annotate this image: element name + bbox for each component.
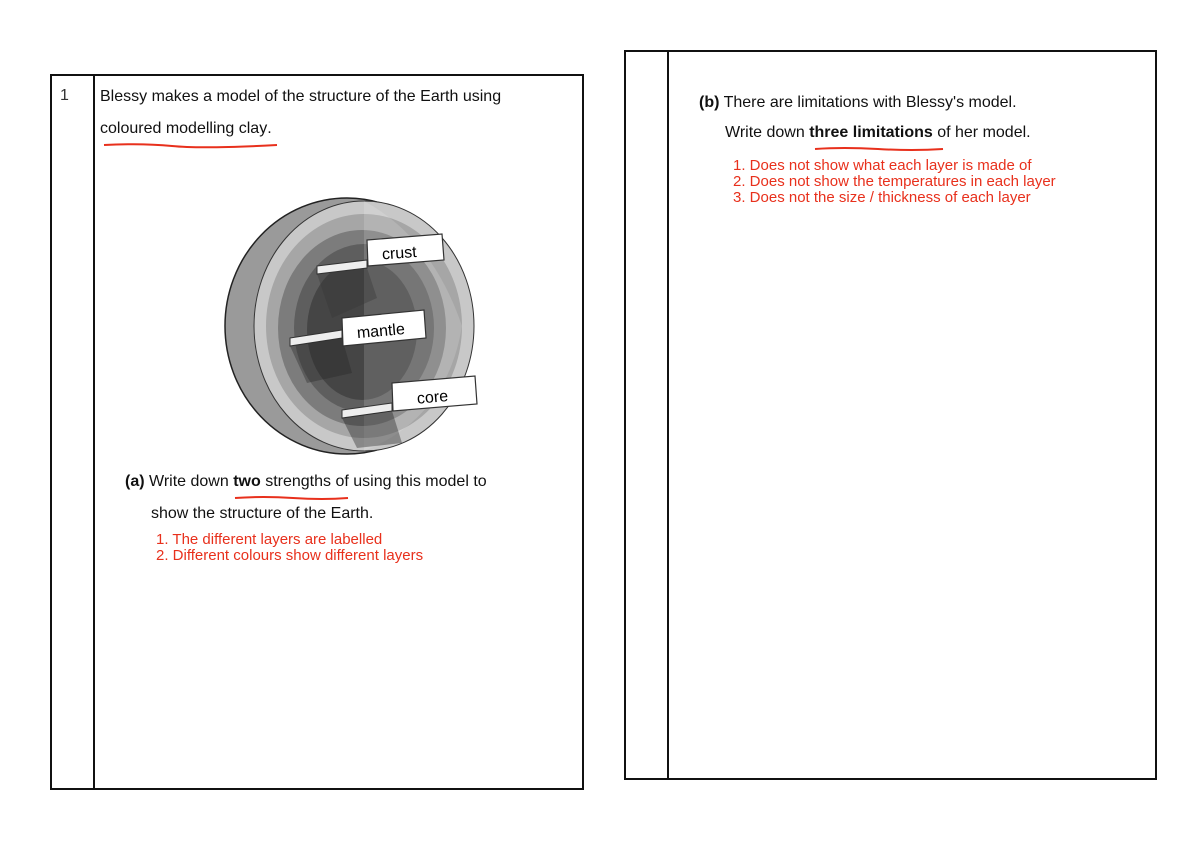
part-a-line2 [151, 498, 373, 530]
mantle-label: mantle [356, 321, 406, 343]
question-box-right [624, 50, 1157, 780]
question-stem-line2 [100, 113, 272, 145]
part-b-line1-text: There are limitations with Blessy's model. [723, 94, 1017, 111]
question-number-column [52, 76, 95, 788]
part-b-red-underline [813, 145, 948, 153]
part-b-line2 [725, 117, 1031, 149]
red-underline [102, 141, 282, 149]
stem-end: . [267, 120, 272, 137]
question-number-column-right [626, 52, 669, 778]
part-b-answer-2: 2. Does not show the temperatures in each layer [733, 173, 1056, 190]
question-number: 1 [60, 87, 69, 104]
part-b-text-after: of her model. [937, 124, 1031, 141]
part-a-underlined-word: strengths [265, 473, 332, 490]
earth-model-diagram [192, 158, 492, 458]
part-a-answer-2: 2. Different colours show different layers [156, 547, 424, 564]
question-box-left [50, 74, 584, 790]
part-b-answer-1: 1. Does not show what each layer is made of [733, 157, 1032, 174]
part-b-answers [733, 158, 1056, 206]
part-b-label: (b) [699, 94, 720, 111]
part-b-underlined-group [809, 117, 933, 149]
part-b-text-before: Write down [725, 124, 805, 141]
part-b-bold-underlined: three limitations [809, 124, 933, 141]
part-a-line1 [125, 466, 487, 498]
part-a-text-before: Write down [149, 473, 229, 490]
part-a-text-after: of using this model to [335, 473, 487, 490]
part-a-label: (a) [125, 473, 145, 490]
core-label: core [416, 388, 449, 408]
question-stem-line1 [100, 81, 501, 113]
part-b-answer-3: 3. Does not the size / thickness of each layer [733, 189, 1031, 206]
crust-label: crust [381, 243, 418, 264]
part-a-answer-1: 1. The different layers are labelled [156, 531, 383, 548]
part-a-answers [156, 532, 423, 564]
part-a-underlined-group [233, 466, 331, 498]
stem-line1-text: Blessy makes a model of the structure of the Earth using [100, 88, 502, 105]
stem-underlined-text: coloured modelling clay [100, 120, 268, 137]
underlined-phrase [100, 113, 267, 145]
part-a-line2-text: show the structure of the Earth. [151, 505, 374, 522]
part-b-line1 [699, 87, 1017, 119]
part-a-bold-word: two [233, 473, 261, 490]
